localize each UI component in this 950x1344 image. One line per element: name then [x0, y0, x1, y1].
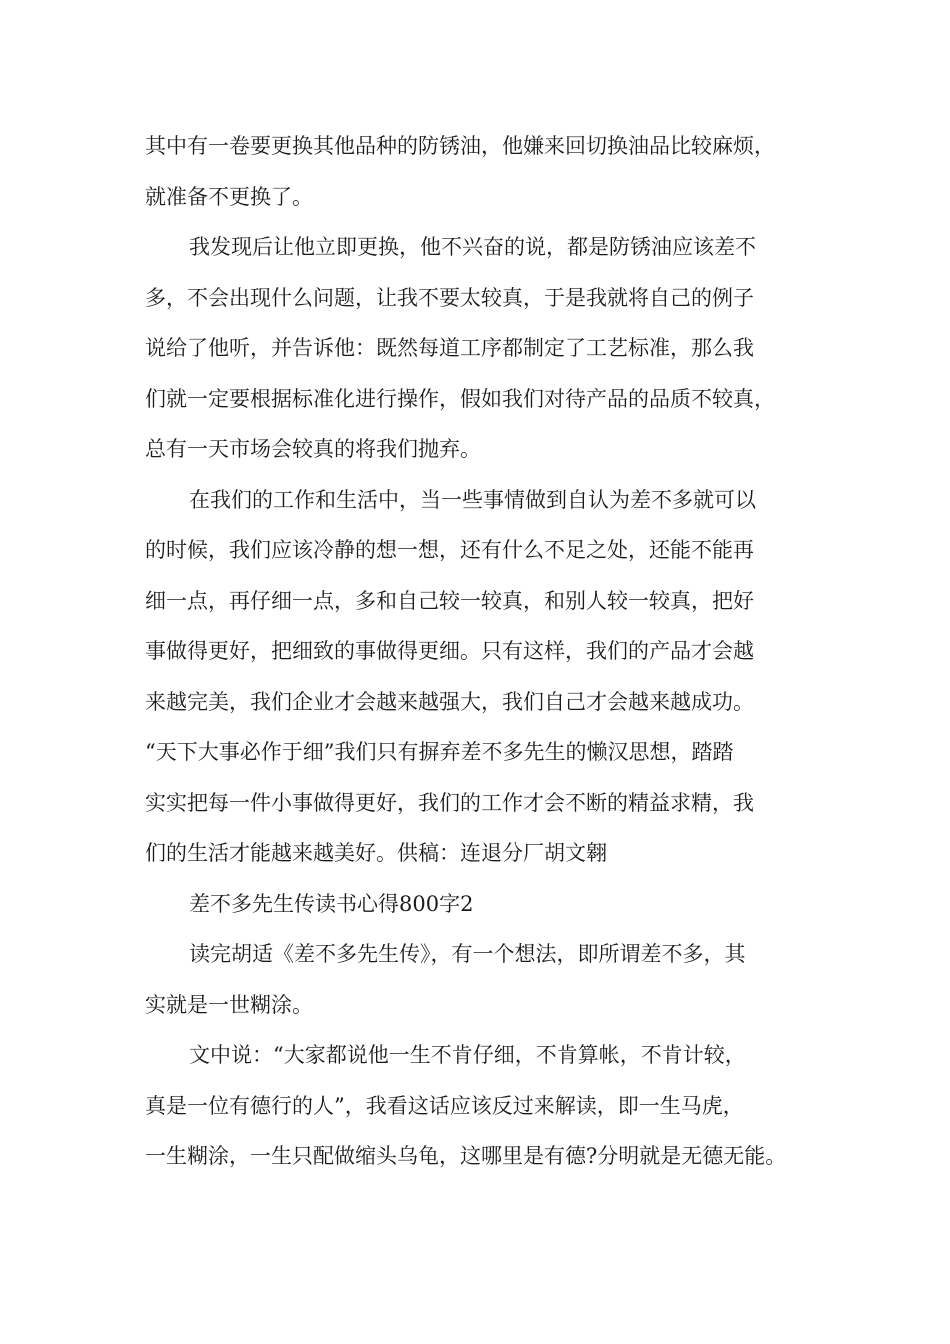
text-line-10: 细一点，再仔细一点，多和自己较一较真，和别人较一较真，把好: [145, 588, 754, 613]
text-line-5: 说给了他听，并告诉他：既然每道工序都制定了工艺标准，那么我: [145, 336, 754, 360]
text-line-3: 我发现后让他立即更换，他不兴奋的说，都是防锈油应该差不: [189, 235, 756, 259]
text-line-18: 实就是一世糊涂。: [145, 992, 313, 1017]
text-line-4: 多，不会出现什么问题，让我不要太较真，于是我就将自己的例子: [145, 285, 754, 310]
text-line-14: 实实把每一件小事做得更好，我们的工作才会不断的精益求精，我: [145, 790, 754, 815]
text-line-8: 在我们的工作和生活中，当一些事情做到自认为差不多就可以: [189, 487, 756, 512]
text-line-6: 们就一定要根据标准化进行操作，假如我们对待产品的品质不较真，: [145, 386, 775, 411]
text-line-12: 来越完美，我们企业才会越来越强大，我们自己才会越来越成功。: [145, 689, 754, 714]
text-line-20: 真是一位有德行的人”，我看这话应该反过来解读，即一生马虎，: [145, 1093, 744, 1118]
text-line-13: “天下大事必作于细”我们只有摒弃差不多先生的懒汉思想，踏踏: [145, 740, 734, 764]
text-line-19: 文中说：“大家都说他一生不肯仔细，不肯算帐，不肯计较，: [189, 1043, 746, 1067]
text-line-9: 的时候，我们应该冷静的想一想，还有什么不足之处，还能不能再: [145, 538, 754, 562]
text-line-17: 读完胡适《差不多先生传》，有一个想法，即所谓差不多，其: [189, 942, 746, 966]
text-line-7: 总有一天市场会较真的将我们抛弃。: [145, 437, 481, 461]
text-line-1: 其中有一卷要更换其他品种的防锈油，他嫌来回切换油品比较麻烦，: [145, 134, 775, 158]
document-body: [145, 121, 825, 1182]
text-line-11: 事做得更好，把细致的事做得更细。只有这样，我们的产品才会越: [145, 639, 754, 663]
section-heading: 差不多先生传读书心得800字2: [189, 891, 474, 916]
text-line-2: 就准备不更换了。: [145, 184, 313, 209]
text-line-15: 们的生活才能越来越美好。供稿：连退分厂胡文翱: [145, 841, 607, 865]
text-line-21: 一生糊涂，一生只配做缩头乌龟，这哪里是有德?分明就是无德无能。: [145, 1144, 787, 1168]
